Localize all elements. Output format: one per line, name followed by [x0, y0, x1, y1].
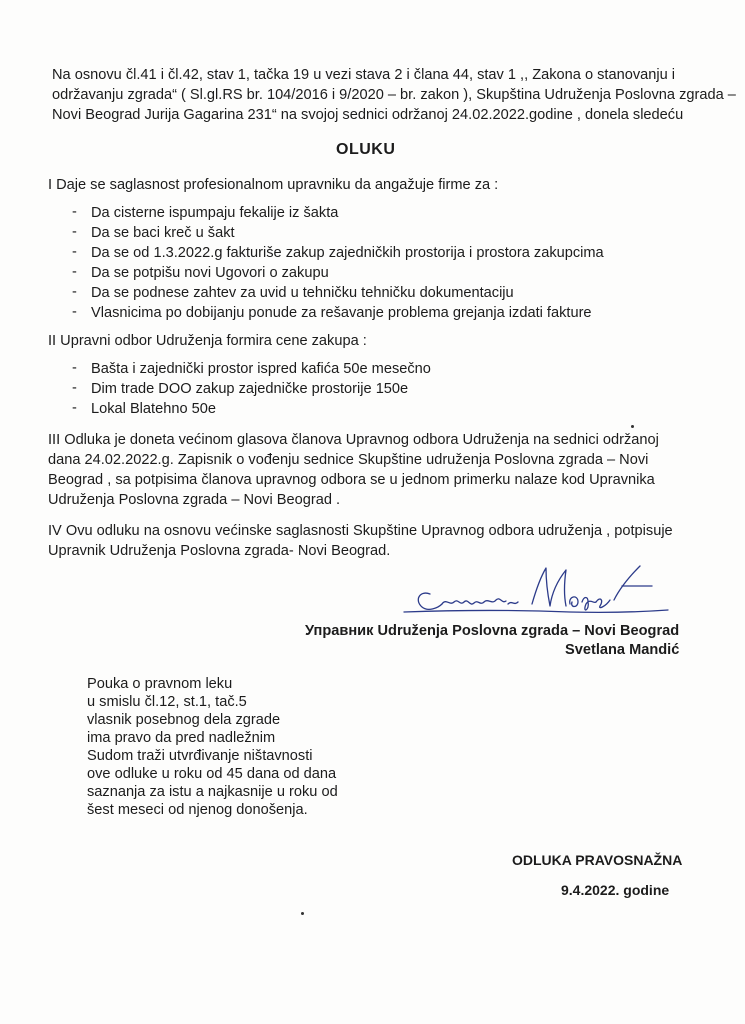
document-title: OLUKU	[336, 141, 396, 158]
list-bullet: -	[72, 224, 77, 240]
list-item: Da se potpišu novi Ugovori o zakupu	[91, 265, 329, 281]
list-bullet: -	[72, 284, 77, 300]
legal-notice-line: Pouka o pravnom leku	[87, 676, 233, 692]
legal-notice-line: ima pravo da pred nadležnim	[87, 730, 276, 746]
list-item: Da se podnese zahtev za uvid u tehničku tehničku dokumentaciju	[91, 285, 514, 301]
section-2-heading: II Upravni odbor Udruženja formira cene zakupa :	[48, 333, 367, 349]
list-item: Bašta i zajednički prostor ispred kafića 50e mesečno	[91, 361, 431, 377]
section-4-line: Upravnik Udruženja Poslovna zgrada- Novi Beograd.	[48, 543, 391, 559]
scan-speck	[301, 912, 304, 915]
intro-line-2: održavanju zgrada“ ( Sl.gl.RS br. 104/2016 i 9/2020 – br. zakon ), Skupština Udruženja Poslovna zgrada –	[52, 87, 736, 103]
legal-notice-line: saznanja za istu a najkasnije u roku od	[87, 784, 338, 800]
section-4-line: IV Ovu odluku na osnovu većinske saglasnosti Skupštine Upravnog odbora udruženja , potpisuje	[48, 523, 673, 539]
signatory-name: Svetlana Mandić	[565, 642, 680, 658]
list-bullet: -	[72, 360, 77, 376]
signatory-role: Управник Udruženja Poslovna zgrada – Novi Beograd	[305, 623, 680, 639]
intro-line-3: Novi Beograd Jurija Gagarina 231“ na svojoj sednici održanoj 24.02.2022.godine , donela sledeću	[52, 107, 684, 123]
scan-speck	[631, 425, 634, 428]
handwritten-signature	[400, 560, 690, 630]
list-item: Da se baci kreč u šakt	[91, 225, 235, 241]
list-bullet: -	[72, 380, 77, 396]
legal-notice-line: u smislu čl.12, st.1, tač.5	[87, 694, 247, 710]
section-3-line: dana 24.02.2022.g. Zapisnik o vođenju sednice Skupštine udruženja Poslovna zgrada – Novi	[48, 452, 649, 468]
legal-notice-line: vlasnik posebnog dela zgrade	[87, 712, 281, 728]
section-1-heading: I Daje se saglasnost profesionalnom upravniku da angažuje firme za :	[48, 177, 499, 193]
list-item: Lokal Blatehno 50e	[91, 401, 216, 417]
intro-line-1: Na osnovu čl.41 i čl.42, stav 1, tačka 19 u vezi stava 2 i člana 44, stav 1 ,, Zakona o stanovanju i	[52, 67, 676, 83]
section-3-line: Udruženja Poslovna zgrada – Novi Beograd .	[48, 492, 341, 508]
list-bullet: -	[72, 304, 77, 320]
finality-statement: ODLUKA PRAVOSNAŽNA	[512, 852, 683, 868]
list-bullet: -	[72, 264, 77, 280]
legal-notice-line: šest meseci od njenog donošenja.	[87, 802, 308, 818]
decision-date: 9.4.2022. godine	[561, 882, 670, 898]
list-item: Dim trade DOO zakup zajedničke prostorije 150e	[91, 381, 409, 397]
section-3-line: III Odluka je doneta većinom glasova članova Upravnog odbora Udruženja na sednici održanoj	[48, 432, 659, 448]
list-item: Da cisterne ispumpaju fekalije iz šakta	[91, 205, 339, 221]
legal-notice-line: Sudom traži utvrđivanje ništavnosti	[87, 748, 313, 764]
list-item: Vlasnicima po dobijanju ponude za rešavanje problema grejanja izdati fakture	[91, 305, 592, 321]
legal-notice-line: ove odluke u roku od 45 dana od dana	[87, 766, 337, 782]
list-item: Da se od 1.3.2022.g fakturiše zakup zajedničkih prostorija i prostora zakupcima	[91, 245, 604, 261]
list-bullet: -	[72, 400, 77, 416]
list-bullet: -	[72, 204, 77, 220]
section-3-line: Beograd , sa potpisima članova upravnog odbora se u jednom primerku nalaze kod Upravnika	[48, 472, 655, 488]
list-bullet: -	[72, 244, 77, 260]
